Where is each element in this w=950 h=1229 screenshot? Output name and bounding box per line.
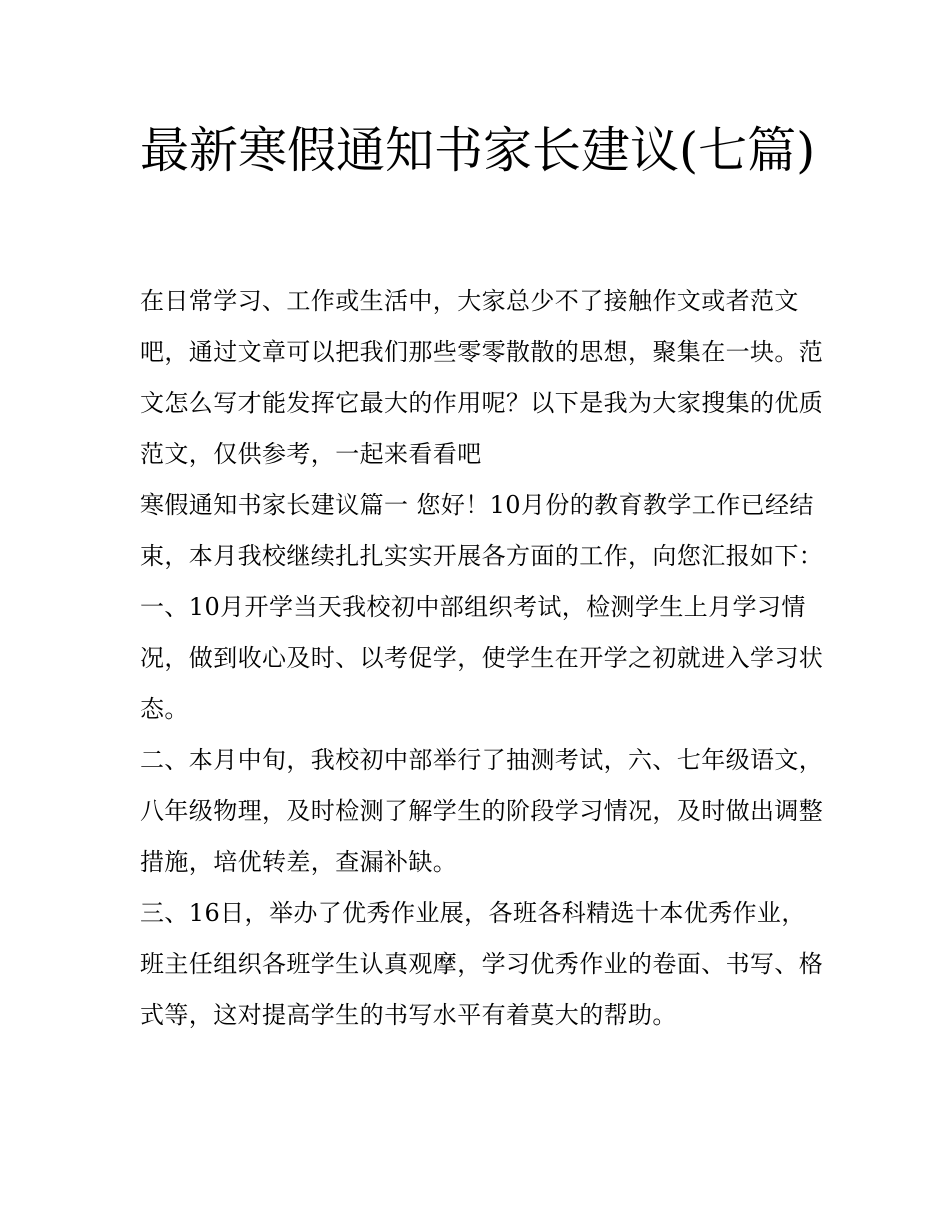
- paragraph-intro: 在日常学习、工作或生活中，大家总少不了接触作文或者范文吧，通过文章可以把我们那些零零散散的思想，聚集在一块。范文怎么写才能发挥它最大的作用呢？以下是我为大家搜集的优质范文，仅供参考，一起来看看吧: [140, 287, 824, 468]
- paragraph-section-one: 寒假通知书家长建议篇一 您好！10月份的教育教学工作已经结束，本月我校继续扎扎实实开展各方面的工作，向您汇报如下：: [140, 491, 824, 570]
- paragraph-item-three: 三、16日，举办了优秀作业展，各班各科精选十本优秀作业，班主任组织各班学生认真观摩，学习优秀作业的卷面、书写、格式等，这对提高学生的书写水平有着莫大的帮助。: [140, 899, 824, 1029]
- document-title: 最新寒假通知书家长建议(七篇): [140, 122, 816, 179]
- document-body: [140, 276, 824, 1041]
- paragraph-item-two: 二、本月中旬，我校初中部举行了抽测考试，六、七年级语文，八年级物理，及时检测了解学生的阶段学习情况，及时做出调整措施，培优转差，查漏补缺。: [140, 746, 824, 876]
- paragraph-item-one: 一、10月开学当天我校初中部组织考试，检测学生上月学习情况，做到收心及时、以考促学，使学生在开学之初就进入学习状态。: [140, 593, 824, 723]
